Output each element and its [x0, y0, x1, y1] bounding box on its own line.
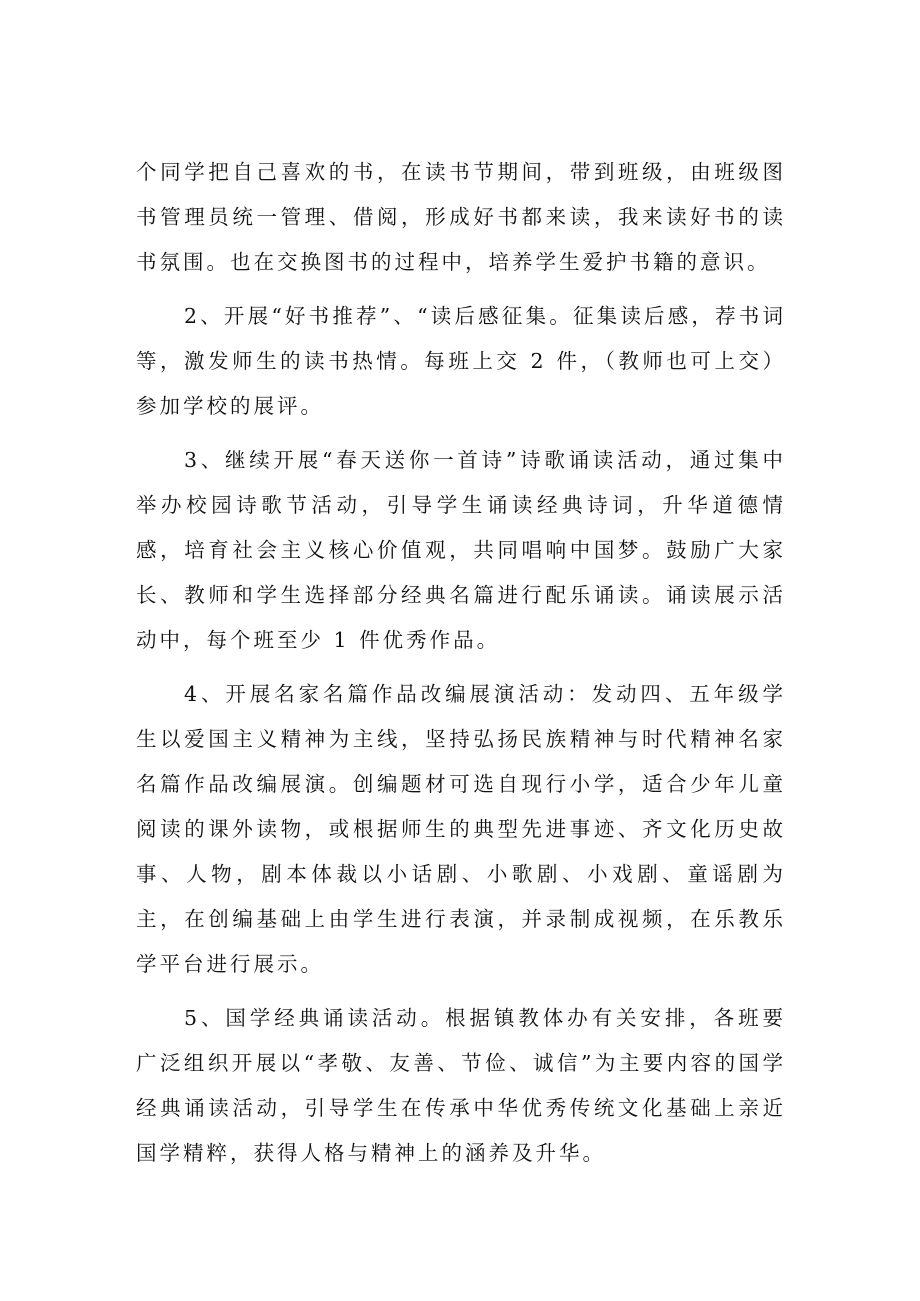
document-body: [136, 150, 786, 1185]
paragraph-item-2: 2、开展“好书推荐”、“读后感征集。征集读后感，荐书词等，激发师生的读书热情。每班上交 2 件，（教师也可上交）参加学校的展评。: [136, 304, 786, 418]
paragraph-item-5: 5、国学经典诵读活动。根据镇教体办有关安排，各班要广泛组织开展以“孝敬、友善、节俭、诚信”为主要内容的国学经典诵读活动，引导学生在传承中华优秀传统文化基础上亲近国学精粹，获得人格与精神上的涵养及升华。: [136, 1006, 786, 1165]
paragraph-item-4: 4、开展名家名篇作品改编展演活动：发动四、五年级学生以爱国主义精神为主线，坚持弘扬民族精神与时代精神名家名篇作品改编展演。创编题材可选自现行小学，适合少年儿童阅读的课外读物，或根据师生的典型先进事迹、齐文化历史故事、人物，剧本体裁以小话剧、小歌剧、小戏剧、童谣剧为主，在创编基础上由学生进行表演，并录制成视频，在乐教乐学平台进行展示。: [136, 682, 786, 976]
paragraph-item-3: 3、继续开展“春天送你一首诗”诗歌诵读活动，通过集中举办校园诗歌节活动，引导学生诵读经典诗词，升华道德情感，培育社会主义核心价值观，共同唱响中国梦。鼓励广大家长、教师和学生选择部分经典名篇进行配乐诵读。诵读展示活动中，每个班至少 1 件优秀作品。: [136, 448, 786, 652]
paragraph-continuation: 个同学把自己喜欢的书，在读书节期间，带到班级，由班级图书管理员统一管理、借阅，形成好书都来读，我来读好书的读书氛围。也在交换图书的过程中，培养学生爱护书籍的意识。: [136, 160, 786, 274]
